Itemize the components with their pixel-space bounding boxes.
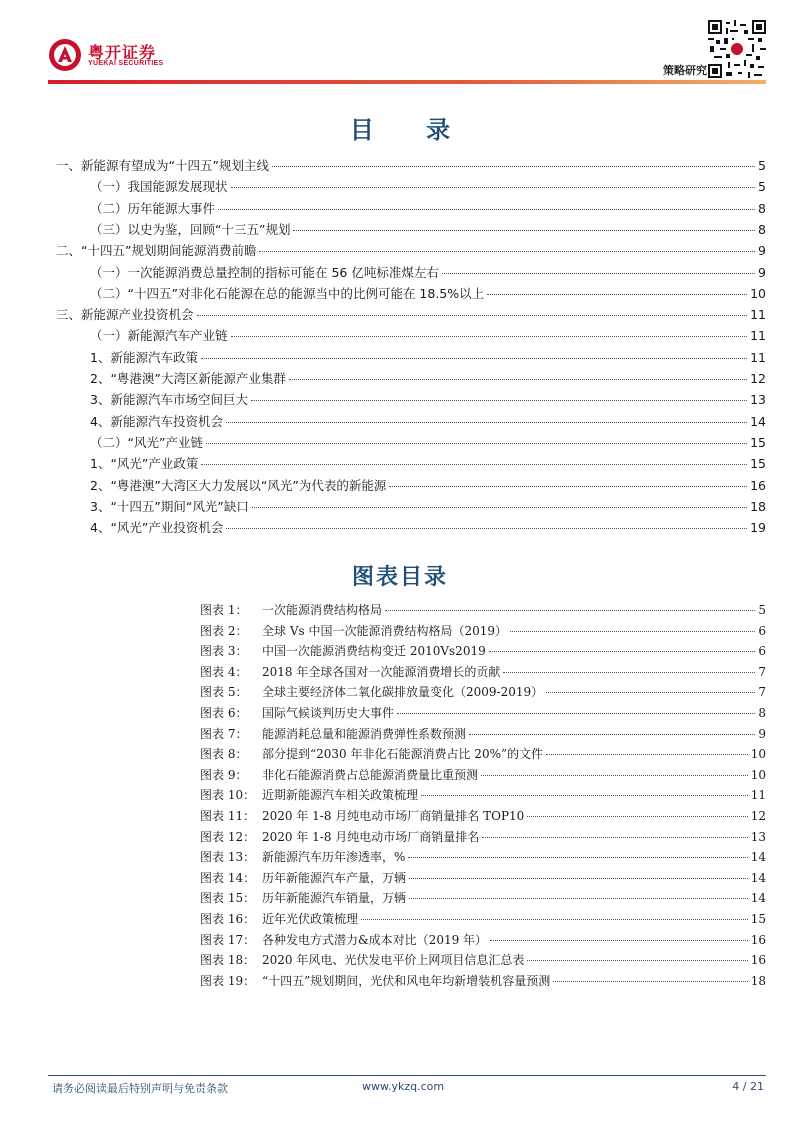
figure-entry[interactable] xyxy=(200,683,766,701)
toc-entry-page: 16 xyxy=(750,477,766,493)
figure-entry-number: 图表 6： xyxy=(200,706,248,720)
figure-leader-dots xyxy=(409,898,748,899)
figure-entry-page: 16 xyxy=(750,953,766,968)
figure-entry-label: 一次能源消费结构格局 xyxy=(262,603,383,617)
yuekai-logo-icon xyxy=(48,38,82,72)
toc-entry[interactable] xyxy=(48,199,766,217)
toc-entry-label: （三）以史为鉴，回顾“十三五”规划 xyxy=(90,221,291,237)
toc-leader-dots xyxy=(201,358,747,359)
figure-entry-number: 图表 7： xyxy=(200,726,248,741)
figure-entry-page: 8 xyxy=(758,706,766,720)
toc-entry-label: （二）“十四五”对非化石能源在总的能源当中的比例可能在 18.5%以上 xyxy=(90,285,485,301)
figure-leader-dots xyxy=(409,878,748,879)
toc-entry-label: 1、“风光”产业政策 xyxy=(90,456,199,472)
toc-leader-dots xyxy=(487,294,747,295)
toc-leader-dots xyxy=(251,400,747,401)
figure-entry-label: 2020 年 1-8 月纯电动市场厂商销量排名 TOP10 xyxy=(262,809,525,823)
toc-entry-label: 4、新能源汽车投资机会 xyxy=(90,413,223,429)
toc-entry[interactable] xyxy=(48,476,766,494)
toc-entry-label: 二、“十四五”规划期间能源消费前瞻 xyxy=(56,243,257,259)
toc-title: 目 录 xyxy=(349,116,473,144)
figure-entry[interactable] xyxy=(200,848,766,866)
figure-entry[interactable] xyxy=(200,931,766,949)
figure-leader-dots xyxy=(546,692,755,693)
toc-entry-label: 三、新能源产业投资机会 xyxy=(56,307,194,323)
figure-entry-number: 图表 15： xyxy=(200,891,256,906)
figure-entry-number: 图表 8： xyxy=(200,747,248,762)
toc-entry-page: 9 xyxy=(758,243,766,259)
figure-leader-dots xyxy=(503,672,755,673)
toc-entry[interactable] xyxy=(48,454,766,472)
figure-entry-page: 11 xyxy=(750,788,766,803)
figure-entry[interactable] xyxy=(200,951,766,969)
toc-entry[interactable] xyxy=(48,263,766,281)
figure-entry-number: 图表 16： xyxy=(200,912,256,926)
figure-entry-label: 近年光伏政策梳理 xyxy=(262,912,359,926)
footer-disclaimer[interactable]: 请务必阅读最后特别声明与免责条款 xyxy=(52,1082,228,1095)
toc-entry-label: 3、“十四五”期间“风光”缺口 xyxy=(90,498,249,514)
figure-entry[interactable] xyxy=(200,601,766,619)
toc-entry-label: （一）我国能源发展现状 xyxy=(90,179,228,195)
toc-entry[interactable] xyxy=(48,177,766,195)
figure-leader-dots xyxy=(469,734,755,735)
figure-entry-number: 图表 9： xyxy=(200,767,248,782)
figure-entry[interactable] xyxy=(200,663,766,681)
figure-leader-dots xyxy=(527,816,747,817)
toc-entry-page: 14 xyxy=(750,413,766,429)
figure-entry[interactable] xyxy=(200,642,766,660)
toc-entry-page: 15 xyxy=(750,456,766,472)
figure-entry-label: 中国一次能源消费结构变迁 2010Vs2019 xyxy=(262,644,486,659)
figure-entry-number: 图表 1： xyxy=(200,603,248,617)
toc-leader-dots xyxy=(226,422,747,423)
toc-entry[interactable] xyxy=(48,518,766,536)
toc-leader-dots xyxy=(206,443,747,444)
toc-entry[interactable] xyxy=(48,412,766,430)
toc-leader-dots xyxy=(218,209,755,210)
figure-entry[interactable] xyxy=(200,786,766,804)
footer-website[interactable]: www.ykzq.com xyxy=(362,1080,445,1093)
toc-entry[interactable] xyxy=(48,369,766,387)
toc-entry-label: （一）新能源汽车产业链 xyxy=(90,328,228,344)
toc-entry[interactable] xyxy=(48,241,766,259)
brand-logo xyxy=(48,38,208,78)
figure-leader-dots xyxy=(527,960,747,961)
toc-entry-page: 11 xyxy=(750,328,766,344)
toc-leader-dots xyxy=(231,187,756,188)
footer-rule xyxy=(48,1075,766,1076)
toc-entry-page: 10 xyxy=(750,285,766,301)
toc-entry-label: （二）历年能源大事件 xyxy=(90,200,216,216)
toc-entry-label: 1、新能源汽车政策 xyxy=(90,349,198,365)
figure-leader-dots xyxy=(482,837,747,838)
figure-entry-page: 7 xyxy=(758,664,766,679)
figure-entry[interactable] xyxy=(200,972,766,990)
figure-leader-dots xyxy=(510,631,755,632)
figure-entry-number: 图表 17： xyxy=(200,932,256,947)
figure-entry[interactable] xyxy=(200,869,766,887)
toc-entry-page: 5 xyxy=(758,158,766,173)
figure-entry-label: 全球主要经济体二氧化碳排放量变化（2009-2019） xyxy=(262,685,544,700)
figure-entry-page: 10 xyxy=(750,767,766,782)
toc-entry[interactable] xyxy=(48,390,766,408)
figure-entry-page: 14 xyxy=(750,850,766,865)
toc-entry-label: 4、“风光”产业投资机会 xyxy=(90,520,224,536)
toc-entry-label: 3、新能源汽车市场空间巨大 xyxy=(90,392,248,408)
figure-entry-number: 图表 12： xyxy=(200,829,256,844)
toc-entry-label: （一）一次能源消费总量控制的指标可能在 56 亿吨标准煤左右 xyxy=(90,264,439,280)
toc-entry[interactable] xyxy=(48,497,766,515)
figure-entry-page: 6 xyxy=(758,644,766,659)
figure-entry-label: 能源消耗总量和能源消费弹性系数预测 xyxy=(262,726,467,741)
figure-entry-label: 各种发电方式潜力&成本对比（2019 年） xyxy=(262,932,488,947)
figure-entry-page: 9 xyxy=(758,726,766,741)
toc-entry-page: 8 xyxy=(758,221,766,237)
figure-entry-number: 图表 3： xyxy=(200,644,248,659)
figure-leader-dots xyxy=(490,940,748,941)
figure-entry-label: 新能源汽车历年渗透率，% xyxy=(262,850,406,865)
figure-entry-number: 图表 4： xyxy=(200,664,248,679)
toc-entry[interactable] xyxy=(48,156,766,174)
toc-entry-page: 15 xyxy=(750,434,766,450)
figure-entry[interactable] xyxy=(200,828,766,846)
figure-entry-label: 2020 年风电、光伏发电平价上网项目信息汇总表 xyxy=(262,953,525,968)
figure-leader-dots xyxy=(489,651,756,652)
figure-entry[interactable] xyxy=(200,704,766,722)
figure-leader-dots xyxy=(421,795,748,796)
toc-entry-label: 2、“粤港澳”大湾区新能源产业集群 xyxy=(90,371,286,386)
figure-leader-dots xyxy=(546,754,748,755)
toc-leader-dots xyxy=(259,251,755,252)
figure-entry[interactable] xyxy=(200,725,766,743)
toc-entry-label: （二）“风光”产业链 xyxy=(90,434,203,450)
toc-leader-dots xyxy=(389,486,747,487)
figure-entry-page: 6 xyxy=(758,623,766,638)
toc-entry-page: 11 xyxy=(750,349,766,365)
figure-entry-page: 13 xyxy=(750,829,766,844)
figure-entry-page: 18 xyxy=(750,973,766,988)
figure-leader-dots xyxy=(408,857,747,858)
figure-entry-page: 16 xyxy=(750,932,766,947)
toc-entry-page: 19 xyxy=(750,520,766,536)
figure-leader-dots xyxy=(385,610,755,611)
figure-leader-dots xyxy=(481,775,748,776)
figure-leader-dots xyxy=(553,981,747,982)
toc-leader-dots xyxy=(252,507,747,508)
figure-entry[interactable] xyxy=(200,910,766,928)
toc-entry[interactable] xyxy=(48,284,766,302)
figure-leader-dots xyxy=(397,713,755,714)
toc-entry-page: 9 xyxy=(758,264,766,280)
figure-entry-page: 12 xyxy=(750,809,766,823)
figure-entry-label: 国际气候谈判历史大事件 xyxy=(262,706,395,720)
footer-page-number: 4 / 21 xyxy=(732,1080,764,1093)
toc-entry[interactable] xyxy=(48,326,766,344)
figure-entry-page: 5 xyxy=(758,603,766,617)
figure-entry-number: 图表 11： xyxy=(200,809,256,823)
toc-leader-dots xyxy=(197,315,748,316)
page-header xyxy=(0,0,800,90)
toc-entry-page: 8 xyxy=(758,200,766,216)
toc-leader-dots xyxy=(289,379,747,380)
brand-name-en: YUEKAI SECURITIES xyxy=(88,60,164,67)
toc-leader-dots xyxy=(293,230,755,231)
header-rule xyxy=(48,80,766,84)
section-tag: 策略研究 xyxy=(663,64,707,77)
figure-entry-number: 图表 18： xyxy=(200,953,256,968)
toc-entry-page: 11 xyxy=(750,307,766,323)
figure-entry-label: 2018 年全球各国对一次能源消费增长的贡献 xyxy=(262,664,501,679)
figure-entry-label: 历年新能源汽车销量，万辆 xyxy=(262,891,407,906)
figure-entry-page: 14 xyxy=(750,891,766,906)
figure-entry[interactable] xyxy=(200,807,766,825)
toc-entry-label: 一、新能源有望成为“十四五”规划主线 xyxy=(56,158,269,173)
figure-entry[interactable] xyxy=(200,622,766,640)
figure-entry-label: “十四五”规划期间，光伏和风电年均新增装机容量预测 xyxy=(262,973,551,988)
toc-entry-page: 18 xyxy=(750,498,766,514)
toc-entry-page: 13 xyxy=(750,392,766,408)
toc-entry[interactable] xyxy=(48,433,766,451)
toc-entry[interactable] xyxy=(48,220,766,238)
figure-entry[interactable] xyxy=(200,745,766,763)
figure-entry[interactable] xyxy=(200,889,766,907)
brand-name-cn: 粤开证券 xyxy=(88,43,157,62)
figure-entry-number: 图表 2： xyxy=(200,623,248,638)
toc-entry-page: 12 xyxy=(750,371,766,386)
figure-entry-number: 图表 5： xyxy=(200,685,248,700)
toc-leader-dots xyxy=(442,273,755,274)
figure-entry-label: 非化石能源消费占总能源消费量比重预测 xyxy=(262,767,479,782)
toc-leader-dots xyxy=(201,464,747,465)
figure-entry-label: 历年新能源汽车产量，万辆 xyxy=(262,870,407,885)
toc-entry-page: 5 xyxy=(758,179,766,195)
figure-entry-page: 15 xyxy=(750,912,766,926)
qr-code-icon xyxy=(708,20,766,78)
figure-entry-page: 7 xyxy=(758,685,766,700)
figure-leader-dots xyxy=(361,919,748,920)
toc-entry[interactable] xyxy=(48,348,766,366)
figure-entry-number: 图表 19： xyxy=(200,973,256,988)
figure-entry-page: 14 xyxy=(750,870,766,885)
toc-leader-dots xyxy=(226,528,747,529)
figure-entry-number: 图表 10： xyxy=(200,788,256,803)
toc-entry-label: 2、“粤港澳”大湾区大力发展以“风光”为代表的新能源 xyxy=(90,477,387,493)
figure-entry-label: 全球 Vs 中国一次能源消费结构格局（2019） xyxy=(262,623,507,638)
figure-entry-label: 近期新能源汽车相关政策梳理 xyxy=(262,788,419,803)
figure-entry-page: 10 xyxy=(750,747,766,762)
figure-entry-number: 图表 13： xyxy=(200,850,256,865)
figure-entry[interactable] xyxy=(200,766,766,784)
figure-entry-number: 图表 14： xyxy=(200,870,256,885)
toc-entry[interactable] xyxy=(48,305,766,323)
toc-leader-dots xyxy=(272,166,755,167)
figure-entry-label: 部分提到“2030 年非化石能源消费占比 20%”的文件 xyxy=(262,747,544,762)
figure-list-title: 图表目录 xyxy=(351,565,448,590)
toc-leader-dots xyxy=(231,336,748,337)
figure-entry-label: 2020 年 1-8 月纯电动市场厂商销量排名 xyxy=(262,829,480,844)
